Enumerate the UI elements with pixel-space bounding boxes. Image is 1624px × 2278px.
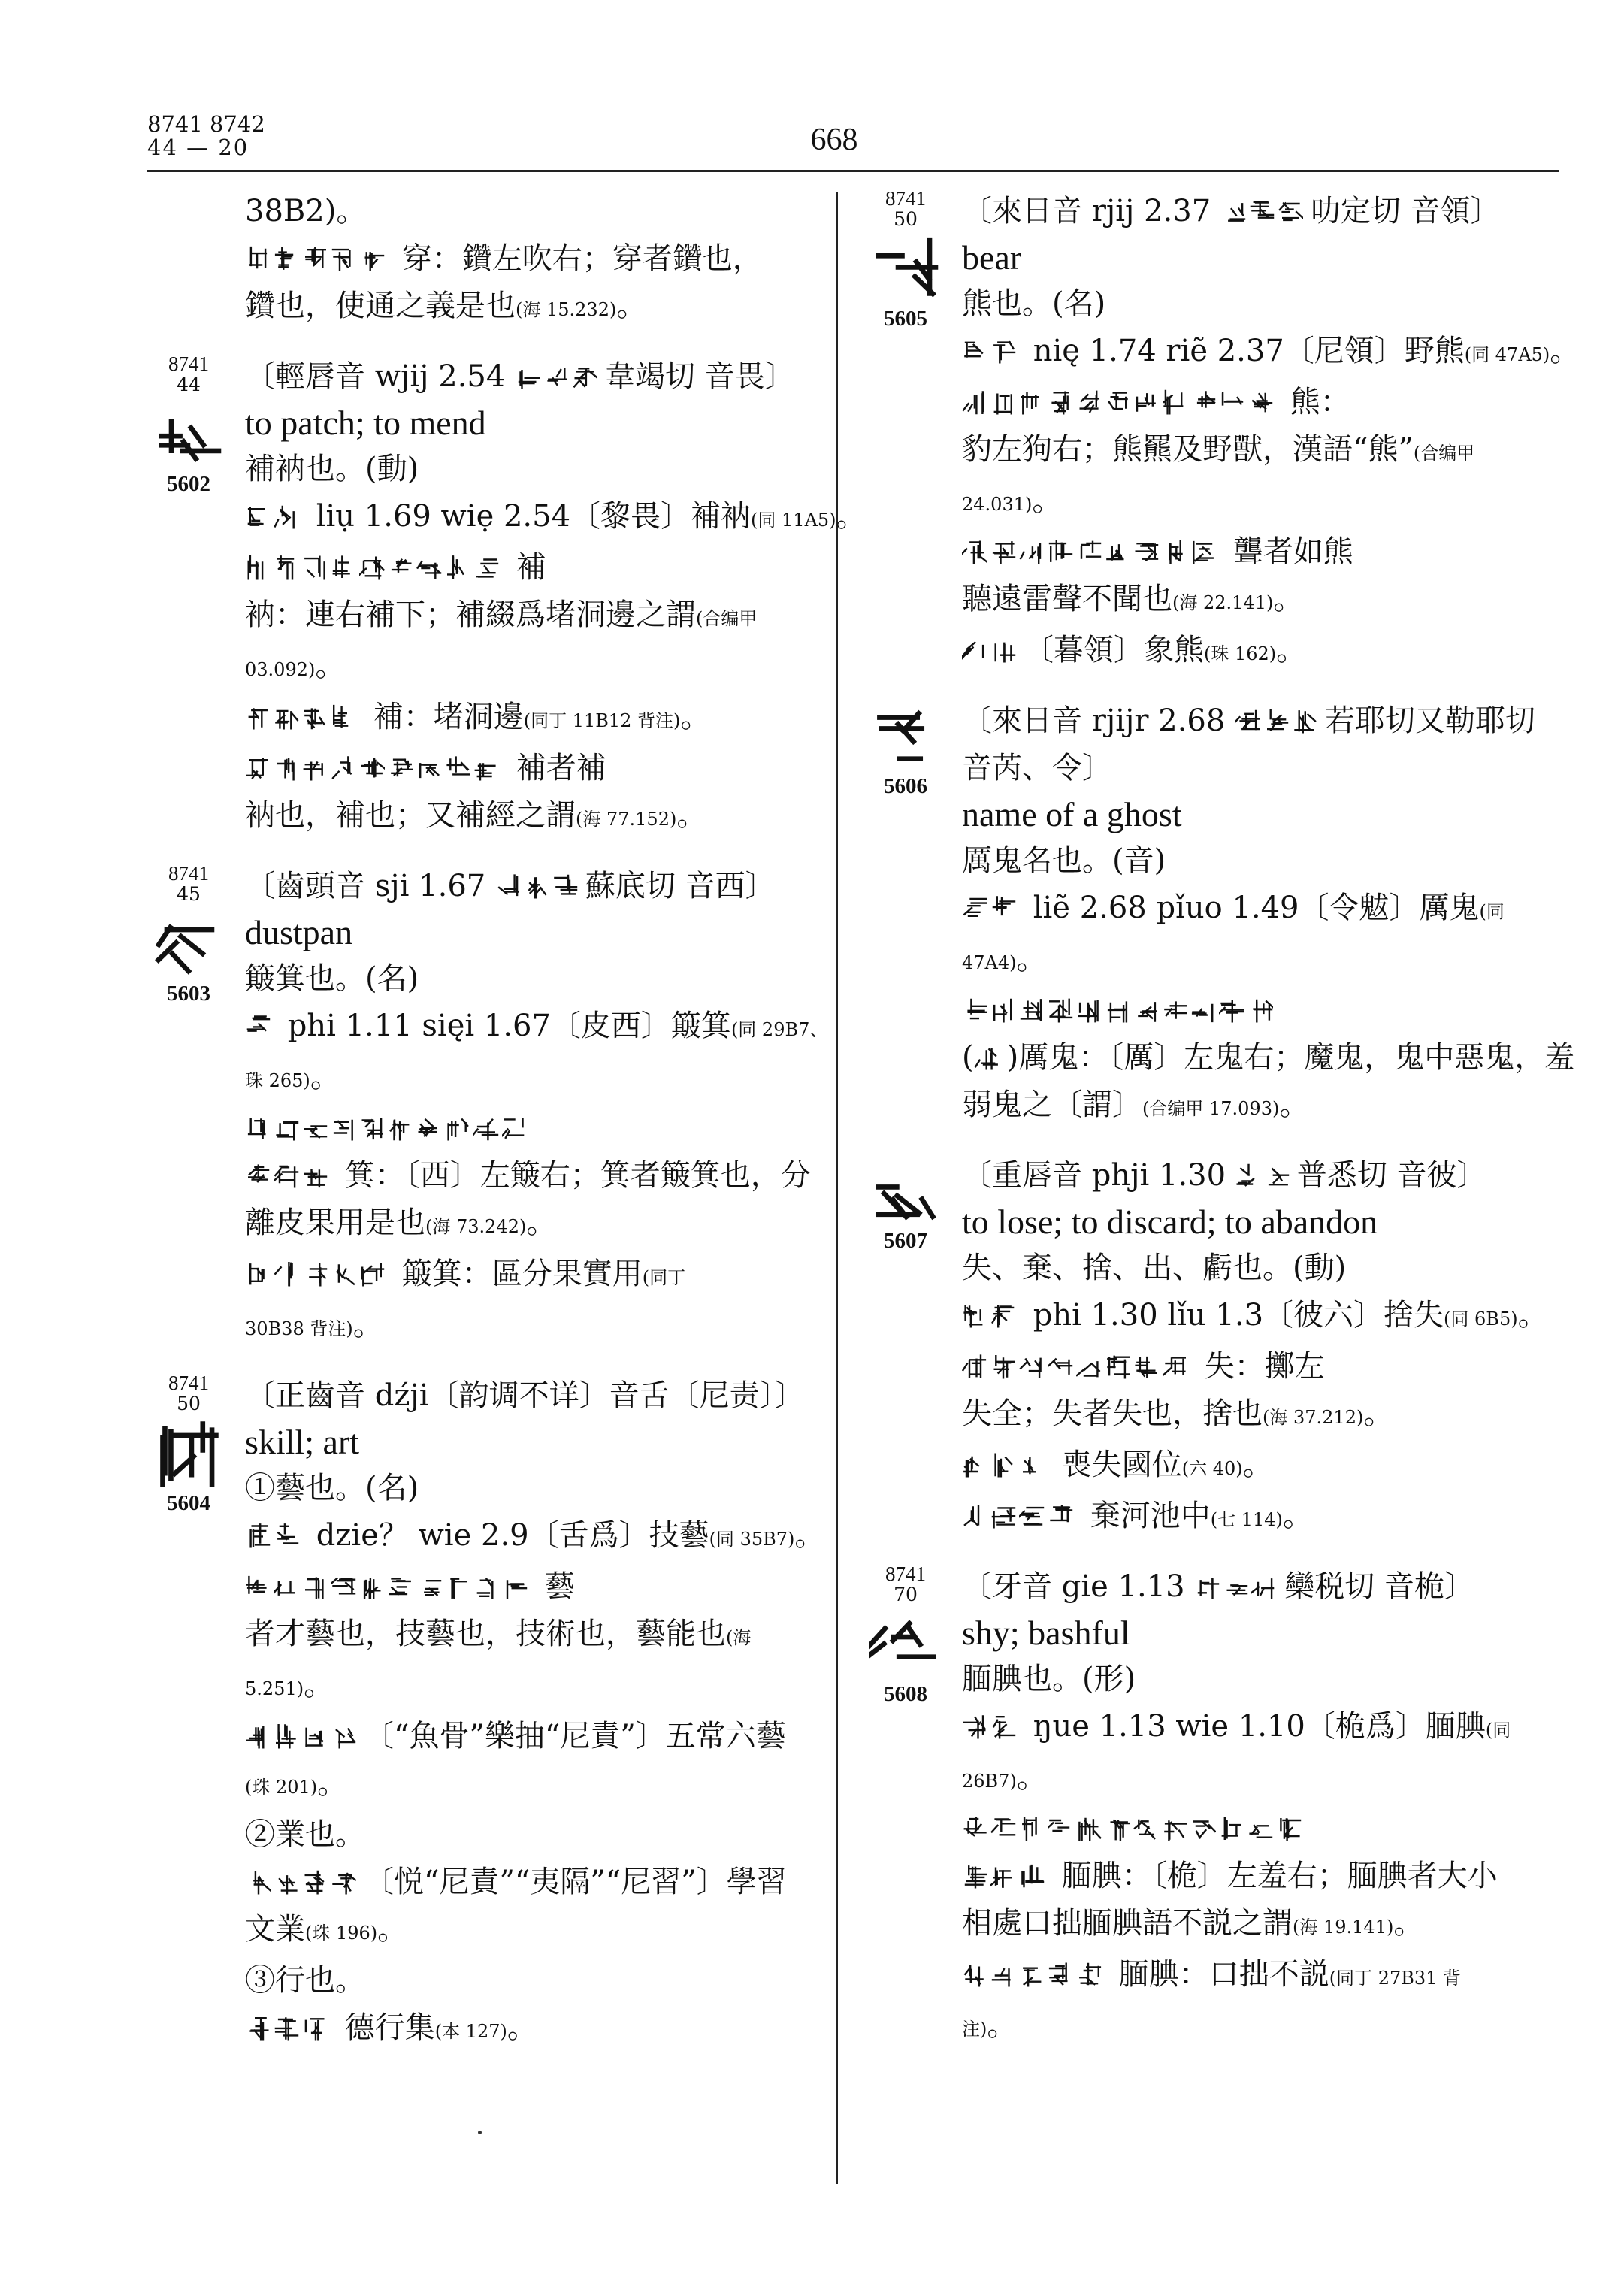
left-entries [147, 352, 866, 2075]
header-codes [147, 113, 265, 159]
source-citation: (同丁 11B12 背注) [523, 710, 681, 731]
entry-line [245, 283, 824, 334]
dictionary-entry [864, 697, 1575, 1152]
tangut-script-run [962, 539, 1219, 564]
entry-line [245, 1760, 824, 1811]
source-citation: (同 35B7) [709, 1529, 795, 1550]
entry-line [245, 1906, 824, 1957]
chinese-gloss: 補衲也。(動) [245, 452, 419, 486]
entry-line [962, 379, 1556, 426]
line-end-punct: 。 [680, 700, 711, 734]
tangut-script-run [962, 1816, 1305, 1841]
entry-line [245, 2004, 824, 2056]
entry-line [962, 1703, 1556, 1754]
tangut-script-run [974, 1045, 1003, 1070]
entry-line [962, 1754, 1556, 1805]
pronunciation-line [962, 188, 1556, 235]
line-end-punct: 。 [836, 499, 866, 534]
entry-number: 5606 [884, 774, 927, 798]
tangut-script-run [245, 504, 302, 529]
entry-margin [147, 863, 230, 1006]
source-citation: 珠 265) [245, 1070, 310, 1091]
entry-line [245, 544, 824, 591]
chinese-gloss: ①藝也。(名) [245, 1471, 419, 1505]
line-text: 簸箕：區分果實用 [392, 1257, 643, 1291]
source-citation: (同 29B7、 [730, 1019, 828, 1040]
line-text: 藝 [535, 1569, 575, 1604]
line-text: nię 1.74 riẽ 2.37〔尼領〕野熊 [1024, 334, 1465, 368]
line-text: 穿：鑽左吹右；穿者鑽也， [392, 241, 763, 276]
header-code-range: 8741 8742 [147, 111, 265, 137]
head-glyph-icon [147, 398, 230, 470]
source-citation: 5.251) [245, 1678, 304, 1699]
entry-line [962, 328, 1580, 379]
entry-subcode: 45 [177, 883, 201, 905]
line-end-punct: 。 [507, 2010, 537, 2045]
head-glyph-icon [147, 1417, 230, 1490]
dictionary-entry [147, 862, 828, 1372]
pronunciation-text: 普悉切 音彼〕 [1296, 1158, 1487, 1193]
line-text: 聽遠雷聲不聞也 [962, 582, 1172, 616]
header-rule [147, 170, 1559, 172]
line-end-punct: 。 [1032, 483, 1063, 518]
line-text: 補：堵洞邊 [364, 700, 524, 734]
entry-line [962, 1292, 1556, 1343]
line-text: 失全；失者失也，捨也 [962, 1396, 1263, 1431]
entry-line [245, 1957, 824, 2004]
entry-line [962, 1442, 1556, 1493]
pronunciation-line [245, 863, 824, 910]
line-end-punct: 。 [1242, 1448, 1273, 1482]
entry-line [245, 1611, 824, 1662]
tangut-script-run [245, 755, 502, 781]
entry-margin [864, 188, 947, 331]
entry-line [962, 426, 1556, 477]
entry-number: 5607 [884, 1229, 927, 1253]
entry-line [962, 936, 1556, 987]
entry-line [245, 745, 824, 792]
entry-line [245, 694, 824, 745]
english-gloss: shy; bashful [962, 1614, 1130, 1652]
line-text: 〔暮領〕象熊 [1024, 633, 1204, 667]
pronunciation-text: 〔來日音 rjij 2.37 [962, 194, 1220, 228]
entry-line [962, 2002, 1556, 2053]
entry-line [245, 1054, 824, 1105]
tangut-script-run [962, 997, 1276, 1023]
line-end-punct: 。 [315, 649, 346, 683]
pronunciation-text: 叻定切 音領〕 [1310, 194, 1501, 228]
entry-line [962, 1343, 1556, 1390]
carry-over-text [147, 188, 824, 353]
line-text: liụ 1.69 wiẹ 2.54〔黎畏〕補衲 [307, 499, 752, 534]
line-text: phi 1.30 lǐu 1.3〔彼六〕捨失 [1024, 1298, 1444, 1333]
source-citation: (海 22.141) [1172, 592, 1274, 613]
source-citation: 30B38 背注) [245, 1318, 353, 1339]
head-glyph-icon [864, 233, 947, 305]
line-end-punct: 。 [616, 289, 647, 323]
tangut-script-run [962, 338, 1019, 364]
chinese-gloss: 失、棄、捨、出、虧也。(動) [962, 1251, 1347, 1285]
line-text: 德行集 [335, 2010, 435, 2045]
source-citation: (同 11A5) [751, 510, 836, 531]
fanqie-tangut [1235, 1163, 1293, 1188]
source-citation: (同 47A5) [1464, 344, 1550, 365]
fanqie-tangut [495, 873, 581, 899]
pronunciation-line [245, 353, 824, 401]
english-gloss: bear [962, 238, 1022, 277]
entry-number: 5605 [884, 307, 927, 331]
tangut-script-run [245, 1261, 388, 1287]
entry-code: 8741 [885, 1563, 926, 1585]
pronunciation-text: 〔齒頭音 sji 1.67 [245, 869, 495, 903]
entry-line [962, 528, 1556, 576]
entry-margin [147, 1372, 230, 1515]
line-text: 衲：連右補下；補綴爲堵洞邊之謂 [245, 597, 696, 632]
entry-number: 5608 [884, 1682, 927, 1706]
pronunciation-text: 〔牙音 gie 1.13 [962, 1569, 1195, 1604]
entry-line [962, 1034, 1575, 1082]
entry-code: 8741 [885, 187, 926, 210]
entry-code: 8741 [168, 862, 209, 885]
line-end-punct: 。 [352, 1308, 383, 1342]
pronunciation-text: 〔正齒音 dźji〔韵调不详〕音舌〔尼责〕〕 [245, 1378, 805, 1413]
line-end-punct: 。 [1016, 1760, 1047, 1795]
right-entries [864, 187, 1580, 2073]
source-citation: (海 19.141) [1293, 1916, 1394, 1938]
entry-line [962, 987, 1556, 1034]
tangut-script-run [245, 1013, 274, 1039]
chinese-gloss: 熊也。(名) [962, 286, 1106, 321]
entry-line [962, 1951, 1556, 2002]
pronunciation-line-2 [962, 745, 1556, 792]
entry-line [245, 1302, 824, 1353]
line-text: 棄河池中 [1081, 1499, 1211, 1533]
line-text: 文業 [245, 1912, 305, 1947]
chinese-gloss: 簸箕也。(名) [245, 961, 419, 996]
entry-line [245, 1152, 824, 1200]
pronunciation-line [962, 1152, 1556, 1200]
chinese-gloss: 腼腆也。(形) [962, 1662, 1136, 1696]
entry-line [245, 1512, 824, 1563]
source-citation: (合编甲 [1413, 443, 1475, 464]
left-column [147, 188, 866, 2075]
tangut-script-run [962, 1503, 1076, 1529]
pronunciation-text: 欒税切 音桅〕 [1284, 1569, 1474, 1604]
tangut-script-run [962, 1863, 1048, 1889]
entry-subcode: 44 [177, 374, 201, 395]
entry-code: 8741 [168, 352, 209, 375]
tangut-script-run [962, 1354, 1190, 1379]
page-number: 668 [810, 123, 858, 157]
dictionary-entry [864, 187, 1580, 697]
line-text: 補者補 [507, 751, 606, 785]
pronunciation-line [962, 697, 1556, 745]
tangut-script-run [962, 1452, 1048, 1478]
line-end-punct: 。 [377, 1912, 408, 1947]
chinese-gloss: 厲鬼名也。(音) [962, 843, 1166, 878]
entry-code: 8741 [168, 1372, 209, 1394]
line-text: 箕：〔西〕左簸右；箕者簸箕也，分 [335, 1158, 811, 1193]
line-text: 〔悦“尼責”“夷隔”“尼習”〕學習 [364, 1865, 787, 1899]
entry-line [245, 188, 824, 235]
line-end-punct: 。 [1282, 1499, 1313, 1533]
tangut-script-run [245, 1163, 331, 1188]
fanqie-tangut [1194, 1574, 1280, 1599]
source-citation: (珠 196) [305, 1923, 378, 1944]
line-text: 腼腆：口拙不説 [1109, 1957, 1329, 1992]
line-text: )厲鬼：〔厲〕左鬼右；魔鬼，鬼中惡鬼，羞 [1006, 1040, 1575, 1075]
tangut-script-run [245, 1574, 531, 1599]
tangut-script-run [962, 1302, 1019, 1328]
tangut-script-run [245, 1723, 359, 1749]
entry-number: 5604 [167, 1491, 210, 1515]
dictionary-entry [864, 1563, 1556, 2073]
entry-line [962, 1853, 1556, 1900]
tangut-script-run [962, 895, 1019, 921]
head-glyph-icon [864, 1608, 947, 1681]
line-text: 衲也，補也；又補經之謂 [245, 798, 576, 833]
source-citation: (海 73.242) [425, 1216, 527, 1237]
line-text: 喪失國位 [1052, 1448, 1182, 1482]
pronunciation-text: 音芮、令〕 [962, 751, 1112, 785]
line-end-punct: 。 [304, 1668, 334, 1702]
entry-line [962, 627, 1556, 678]
entry-line [245, 493, 866, 544]
source-citation: (海 37.212) [1263, 1407, 1364, 1428]
entry-line [245, 1713, 824, 1760]
tangut-script-run [245, 704, 359, 730]
entry-line [245, 643, 824, 694]
entry-line [245, 235, 824, 283]
tangut-script-run [245, 555, 502, 580]
head-glyph-icon [147, 908, 230, 980]
line-text: 補 [507, 550, 546, 585]
dictionary-entry [147, 1372, 824, 2075]
pronunciation-text: 蘇底切 音西〕 [585, 869, 776, 903]
line-text: 弱鬼之〔謂〕 [962, 1088, 1142, 1122]
line-end-punct: 。 [1279, 1088, 1310, 1122]
tangut-script-run [962, 1962, 1105, 1987]
entry-line [962, 1390, 1556, 1442]
entry-line [245, 591, 824, 643]
source-citation: 24.031) [962, 494, 1033, 515]
line-end-punct: 。 [1517, 1298, 1548, 1333]
entry-line [245, 792, 824, 843]
entry-margin [147, 353, 230, 496]
line-text: dzie？ wie 2.9〔舌爲〕技藝 [307, 1518, 709, 1553]
tangut-script-run [962, 389, 1276, 415]
line-text: 相處口拙腼腆語不説之謂 [962, 1906, 1293, 1941]
header-subcode-range: 44 — 20 [147, 135, 249, 160]
line-end-punct: 。 [310, 1060, 340, 1094]
pronunciation-line [962, 1563, 1556, 1611]
dictionary-entry [864, 1152, 1556, 1563]
pronunciation-text: 〔來日音 rjijr 2.68 [962, 703, 1235, 738]
entry-line [962, 1900, 1556, 1951]
line-end-punct: 。 [317, 1766, 348, 1801]
line-text: ③行也。 [245, 1963, 365, 1998]
line-text: 腼腆：〔桅〕左羞右；腼腆者大小 [1052, 1859, 1498, 1893]
entry-line [245, 1811, 824, 1859]
tangut-script-run [962, 637, 1019, 663]
line-text: 者才藝也，技藝也，技術也，藝能也 [245, 1617, 726, 1651]
line-text: ŋue 1.13 wie 1.10〔桅爲〕腼腆 [1024, 1709, 1486, 1744]
line-text: 〔“魚骨”樂抽“尼責”〕五常六藝 [364, 1719, 786, 1753]
tangut-script-run [245, 246, 388, 271]
line-text: 鑽也，使通之義是也 [245, 289, 516, 323]
entry-line [962, 576, 1556, 627]
entry-subcode: 70 [894, 1584, 918, 1605]
source-citation: (海 [726, 1627, 752, 1648]
entry-line [962, 1082, 1556, 1133]
pronunciation-text: 韋竭切 音畏〕 [605, 359, 795, 394]
source-citation: (海 15.232) [516, 299, 617, 320]
source-citation: (珠 201) [245, 1777, 318, 1798]
source-citation: (本 127) [434, 2021, 507, 2042]
right-column [864, 187, 1580, 2073]
english-gloss: skill; art [245, 1423, 360, 1461]
fanqie-tangut [1220, 198, 1306, 224]
line-text: 聾者如熊 [1223, 534, 1353, 569]
entry-line [245, 1251, 824, 1302]
pronunciation-text: 〔輕唇音 wjij 2.54 [245, 359, 516, 394]
english-gloss: to lose; to discard; to abandon [962, 1203, 1378, 1241]
entry-line [245, 1003, 828, 1054]
source-citation: (同丁 27B31 背 [1329, 1968, 1462, 1989]
tangut-script-run [962, 1714, 1019, 1739]
line-end-punct: 。 [526, 1206, 557, 1240]
line-end-punct: 。 [1016, 942, 1047, 976]
line-end-punct: 。 [1276, 633, 1307, 667]
line-end-punct: 。 [987, 2008, 1018, 2043]
entry-line [962, 1493, 1556, 1544]
line-text: 失：擲左 [1195, 1349, 1325, 1384]
entry-margin [864, 697, 947, 798]
source-citation: 注) [962, 2019, 987, 2040]
stray-dot [478, 2131, 482, 2134]
head-glyph-icon [864, 700, 947, 773]
source-citation: 26B7) [962, 1771, 1017, 1792]
line-text: 38B2)。 [245, 194, 367, 228]
line-text: liẽ 2.68 pǐuo 1.49〔令魃〕厲鬼 [1024, 891, 1480, 925]
line-text: 離皮果用是也 [245, 1206, 425, 1240]
entry-margin [864, 1563, 947, 1706]
line-text: 豹左狗右；熊羆及野獸，漢語“熊” [962, 432, 1414, 467]
english-gloss: name of a ghost [962, 795, 1182, 833]
entry-line [245, 1200, 824, 1251]
tangut-script-run [245, 1115, 531, 1141]
line-text: phi 1.11 sięi 1.67〔皮西〕簸箕 [278, 1009, 731, 1043]
entry-line [245, 1859, 824, 1906]
fanqie-tangut [1235, 708, 1320, 734]
entry-line [245, 1662, 824, 1713]
english-gloss: dustpan [245, 913, 353, 951]
source-citation: (六 40) [1181, 1458, 1243, 1479]
source-citation: (同 [1485, 1720, 1511, 1741]
source-citation: (合编甲 [696, 608, 758, 629]
source-citation: (海 77.152) [576, 809, 677, 830]
english-gloss: to patch; to mend [245, 404, 486, 442]
line-end-punct: 。 [1363, 1396, 1394, 1431]
entry-line [245, 1563, 824, 1611]
pronunciation-text: 若耶切又勒耶切 [1325, 703, 1536, 738]
tangut-script-run [245, 1869, 359, 1895]
entry-line [962, 885, 1556, 936]
source-citation: 03.092) [245, 659, 316, 680]
dictionary-entry [147, 352, 866, 863]
source-citation: (同丁 [642, 1267, 686, 1288]
line-end-punct: 。 [1273, 582, 1304, 616]
entry-number: 5603 [167, 982, 210, 1006]
pronunciation-text: 〔重唇音 phji 1.30 [962, 1158, 1235, 1193]
entry-subcode: 50 [894, 208, 918, 230]
entry-line [245, 1105, 824, 1152]
entry-line [962, 477, 1556, 528]
head-glyph-icon [864, 1155, 947, 1227]
source-citation: (合编甲 17.093) [1142, 1098, 1280, 1119]
column-divider [836, 192, 838, 2184]
entry-line [962, 1805, 1556, 1853]
fanqie-tangut [515, 364, 600, 389]
source-citation: (七 114) [1210, 1509, 1283, 1530]
line-end-punct: 。 [676, 798, 707, 833]
line-end-punct: 。 [1393, 1906, 1424, 1941]
entry-number: 5602 [167, 472, 210, 496]
entry-margin [864, 1152, 947, 1253]
line-text: ( [962, 1040, 974, 1075]
source-citation: (同 6B5) [1444, 1308, 1518, 1330]
line-text: ②業也。 [245, 1817, 365, 1852]
pronunciation-line [245, 1372, 824, 1420]
entry-subcode: 50 [177, 1393, 201, 1414]
tangut-script-run [245, 2015, 331, 2041]
source-citation: (同 [1479, 901, 1505, 922]
line-end-punct: 。 [794, 1518, 825, 1553]
tangut-script-run [245, 1523, 302, 1548]
line-end-punct: 。 [1550, 334, 1580, 368]
source-citation: 47A4) [962, 952, 1017, 973]
source-citation: (珠 162) [1204, 643, 1277, 664]
line-text: 熊： [1281, 385, 1350, 419]
